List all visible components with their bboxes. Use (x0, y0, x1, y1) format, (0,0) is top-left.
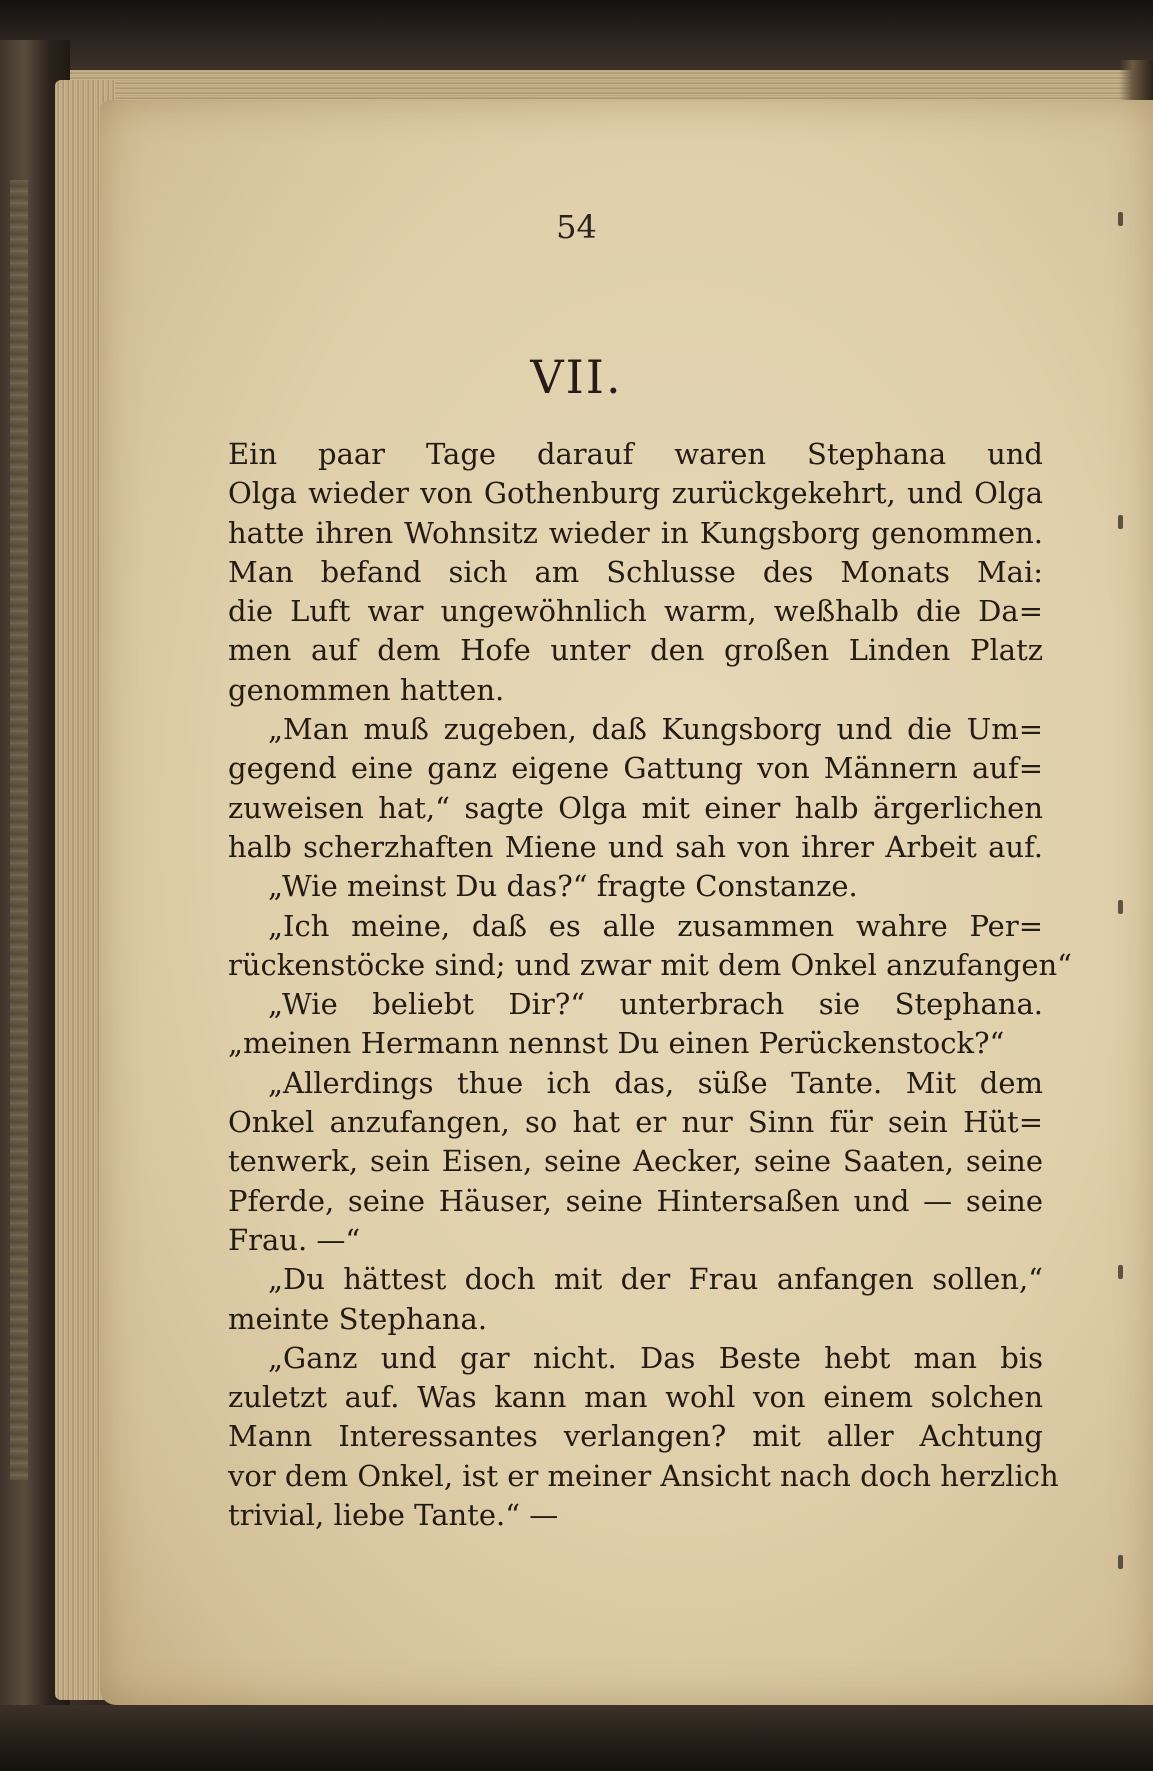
text-line: Olga wieder von Gothenburg zurückgekehrt, und Olga (228, 476, 1043, 511)
book-cover-top (0, 0, 1153, 70)
text-line: meinte Stephana. (228, 1301, 488, 1336)
binding-stitch (1118, 515, 1123, 529)
text-line: zuweisen hat,“ sagte Olga mit einer halb ärgerlichen (228, 790, 1043, 825)
text-line: „Wie beliebt Dir?“ unterbrach sie Stephana. (268, 987, 1043, 1022)
text-line: genommen hatten. (228, 672, 505, 707)
text-line: „Ganz und gar nicht. Das Beste hebt man bis (268, 1340, 1043, 1375)
page-number: 54 (556, 208, 597, 246)
text-line: trivial, liebe Tante.“ — (228, 1498, 559, 1533)
text-line: vor dem Onkel, ist er meiner Ansicht nach doch herzlich (228, 1458, 1059, 1493)
binding-stitch (1118, 1265, 1123, 1279)
text-line: zuletzt auf. Was kann man wohl von einem solchen (228, 1380, 1043, 1415)
chapter-title: VII. (530, 350, 623, 404)
text-line: Man befand sich am Schlusse des Monats Mai: (228, 554, 1043, 589)
text-line: Pferde, seine Häuser, seine Hintersaßen und — seine (228, 1183, 1043, 1218)
text-line: „meinen Hermann nennst Du einen Perückenstock?“ (228, 1026, 1005, 1061)
binding-stitch (1118, 1555, 1123, 1569)
text-line: rückenstöcke sind; und zwar mit dem Onkel anzufangen“ (228, 947, 1073, 982)
text-line: die Luft war ungewöhnlich warm, weßhalb die Da= (228, 594, 1043, 629)
binding-stitch (1118, 900, 1123, 914)
text-line: „Ich meine, daß es alle zusammen wahre Per= (268, 908, 1043, 943)
text-line: Onkel anzufangen, so hat er nur Sinn für sein Hüt= (228, 1105, 1043, 1140)
body-text (228, 435, 1073, 1535)
text-line: hatte ihren Wohnsitz wieder in Kungsborg genommen. (228, 515, 1043, 550)
text-line: gegend eine ganz eigene Gattung von Männern auf= (228, 751, 1043, 786)
text-line: „Du hättest doch mit der Frau anfangen sollen,“ (268, 1262, 1043, 1297)
text-line: men auf dem Hofe unter den großen Linden Platz (228, 633, 1043, 668)
text-line: Mann Interessantes verlangen? mit aller Achtung (228, 1419, 1043, 1454)
text-line: tenwerk, sein Eisen, seine Aecker, seine Saaten, seine (228, 1144, 1043, 1179)
text-line: Frau. —“ (228, 1222, 361, 1257)
text-line: „Man muß zugeben, daß Kungsborg und die Um= (268, 712, 1043, 747)
book-bottom-edge (0, 1705, 1153, 1771)
text-line: „Allerdings thue ich das, süße Tante. Mit dem (268, 1065, 1043, 1100)
text-line: Ein paar Tage darauf waren Stephana und (228, 437, 1043, 471)
text-line: „Wie meinst Du das?“ fragte Constanze. (268, 869, 858, 904)
text-line: halb scherzhaften Miene und sah von ihrer Arbeit auf. (228, 829, 1043, 864)
